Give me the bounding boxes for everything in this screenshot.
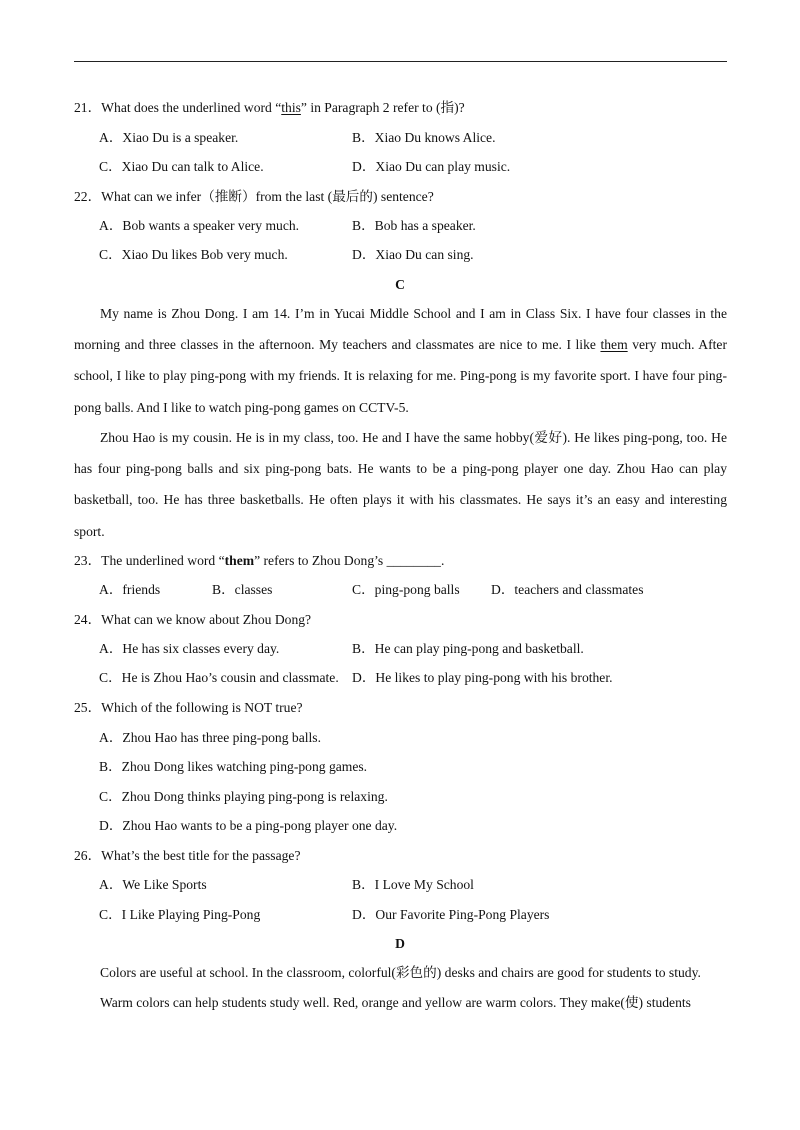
q23-option-d: D．teachers and classmates: [491, 582, 644, 597]
q24-option-b: B．He can play ping-pong and basketball.: [352, 641, 584, 656]
q26-option-a: A．We Like Sports: [99, 877, 207, 892]
q25-option-b: B．Zhou Dong likes watching ping-pong games.: [99, 759, 368, 774]
passage-c-paragraph-2: [74, 422, 727, 547]
q22-option-d: D．Xiao Du can sing.: [352, 247, 474, 262]
q25-option-d: D．Zhou Hao wants to be a ping-pong player one day.: [99, 818, 398, 833]
q25-option-c: C．Zhou Dong thinks playing ping-pong is relaxing.: [99, 789, 388, 804]
q22-option-b: B．Bob has a speaker.: [352, 218, 476, 233]
q21-option-a: A．Xiao Du is a speaker.: [99, 130, 239, 145]
passage-d-line-1: Colors are useful at school. In the classroom, colorful(彩色的) desks and chairs are good for students to study.: [100, 965, 701, 980]
q23-option-b: B．classes: [212, 582, 273, 597]
q25-option-a: A．Zhou Hao has three ping-pong balls.: [99, 730, 321, 745]
q23-bold-word: them: [224, 553, 255, 568]
section-d-heading: D: [395, 936, 405, 951]
q24-option-c: C．He is Zhou Hao’s cousin and classmate.: [99, 670, 339, 685]
q22-option-a: A．Bob wants a speaker very much.: [99, 218, 300, 233]
q26-option-c: C．I Like Playing Ping-Pong: [99, 907, 261, 922]
question-23-stem: [74, 552, 444, 570]
q26-option-d: D．Our Favorite Ping-Pong Players: [352, 907, 550, 922]
passage-c-p2-text: Zhou Hao is my cousin. He is in my class, too. He and I have the same hobby(爱好). He likes ping-pong, too. He has four ping-pong balls and six ping-pong bats. He wants to be a ping-pong player one day. Zhou Hao can play basketball, too. He has three basketballs. He often plays it with his classmates. He says it’s an easy and interesting sport.: [74, 430, 727, 539]
passage-c-p1-text-cont: very much. After school, I like to play ping-pong with my friends. It is relaxing for me. Ping-pong is my favorite sport. I have four ping-pong balls. And I like to watch ping-pong games on CCTV-5.: [74, 337, 727, 415]
header-rule: [74, 61, 727, 62]
q21-option-b: B．Xiao Du knows Alice.: [352, 130, 496, 145]
question-26-stem: 26．What’s the best title for the passage?: [74, 848, 301, 863]
question-22-stem: 22．What can we infer（推断）from the last (最后的) sentence?: [74, 189, 434, 204]
question-24-stem: 24．What can we know about Zhou Dong?: [74, 612, 312, 627]
question-21-stem: [74, 99, 465, 117]
q21-stem-post: ” in Paragraph 2 refer to (指)?: [300, 100, 465, 115]
q23-option-c: C．ping-pong balls: [352, 582, 460, 597]
passage-d-line-2: Warm colors can help students study well. Red, orange and yellow are warm colors. They make(使) students: [100, 995, 691, 1010]
q26-option-b: B．I Love My School: [352, 877, 474, 892]
q22-option-c: C．Xiao Du likes Bob very much.: [99, 247, 288, 262]
q23-stem-post: ” refers to Zhou Dong’s ________.: [254, 553, 445, 568]
section-c-heading: C: [395, 277, 405, 292]
q21-underlined-word: this: [281, 100, 301, 115]
passage-c-paragraph-1: [74, 298, 727, 423]
q24-option-d: D．He likes to play ping-pong with his brother.: [352, 670, 613, 685]
q23-stem-pre: 23．The underlined word “: [74, 553, 225, 568]
question-25-stem: 25．Which of the following is NOT true?: [74, 700, 303, 715]
q24-option-a: A．He has six classes every day.: [99, 641, 280, 656]
passage-c-underlined-them: them: [600, 337, 628, 353]
q21-option-d: D．Xiao Du can play music.: [352, 159, 511, 174]
q21-option-c: C．Xiao Du can talk to Alice.: [99, 159, 264, 174]
q23-option-a: A．friends: [99, 582, 161, 597]
passage-c-p1-text: My name is Zhou Dong. I am 14. I’m in Yucai Middle School and I am in Class Six. I have four classes in the morning and three classes in the afternoon. My teachers and classmates are nice to me. I like: [74, 306, 727, 353]
q21-stem-pre: 21．What does the underlined word “: [74, 100, 282, 115]
